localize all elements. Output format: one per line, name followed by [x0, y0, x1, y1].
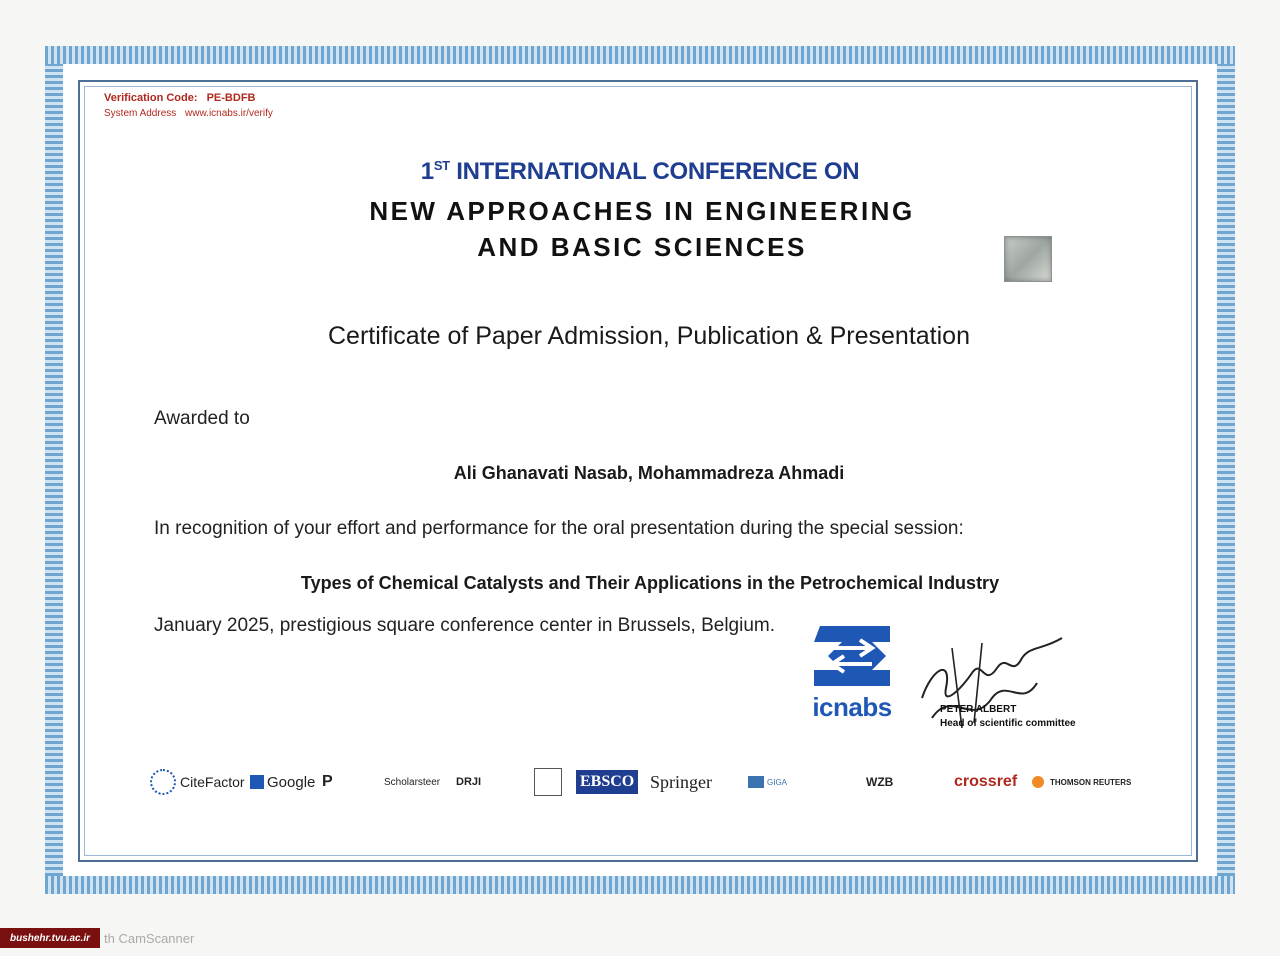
system-address-value[interactable]: www.icnabs.ir/verify — [185, 108, 273, 119]
google-logo — [250, 764, 315, 800]
indexing-logos-row — [150, 764, 1150, 800]
citefactor-text: CiteFactor — [180, 774, 245, 790]
conference-ordinal-number: 1 — [420, 158, 434, 185]
citefactor-icon — [150, 769, 176, 795]
recipient-names: Ali Ghanavati Nasab, Mohammadreza Ahmadi — [453, 463, 845, 483]
conference-title-line3: AND BASIC SCIENCES — [477, 232, 807, 262]
icnabs-logo-icon — [802, 620, 902, 692]
crossref-logo: crossref — [954, 773, 1018, 790]
awarded-label: Awarded to — [154, 408, 250, 429]
wzb-logo: WZB — [866, 775, 894, 789]
giga-icon — [748, 776, 764, 788]
citefactor-logo — [150, 764, 245, 800]
scholarsteer-logo: Scholarsteer — [384, 776, 441, 788]
elsevier-logo — [534, 764, 564, 800]
verification-block — [104, 92, 273, 119]
icnabs-logo — [802, 620, 902, 728]
verification-code-label: Verification Code: — [104, 92, 198, 104]
springer-logo: Springer — [650, 771, 712, 792]
system-address-label: System Address — [104, 108, 177, 119]
system-address-row — [104, 108, 273, 119]
verification-code-value: PE-BDFB — [206, 92, 256, 104]
thomson-reuters-logo — [1032, 764, 1131, 800]
ebsco-text: EBSCO — [576, 770, 638, 794]
verification-code-row — [104, 92, 273, 104]
drji-logo: DRJI — [456, 776, 482, 788]
scanner-watermark: th CamScanner — [104, 931, 195, 946]
certificate-title: Certificate of Paper Admission, Publication & Presentation — [327, 322, 970, 350]
giga-text: GIGA — [767, 777, 788, 787]
event-details: January 2025, prestigious square conference center in Brussels, Belgium. — [154, 615, 776, 636]
site-watermark-badge: bushehr.tvu.ac.ir — [0, 928, 100, 948]
signatory-role: Head of scientific committee — [940, 718, 1076, 729]
conference-title-line1-text: INTERNATIONAL CONFERENCE ON — [456, 158, 860, 185]
elsevier-tree-icon — [534, 768, 562, 796]
giga-logo — [748, 764, 787, 800]
p-logo: P — [322, 773, 333, 790]
recognition-text: In recognition of your effort and performance for the oral presentation during the special session: — [154, 518, 964, 539]
signatory-name: PETER ALBERT — [940, 704, 1017, 715]
conference-title-line2: NEW APPROACHES IN ENGINEERING — [369, 196, 915, 226]
ebsco-logo — [576, 764, 638, 800]
conference-title-line1 — [0, 158, 1280, 186]
google-text: Google — [267, 773, 316, 791]
thomson-reuters-icon — [1032, 776, 1044, 788]
hologram-seal — [1004, 236, 1052, 282]
thomson-reuters-text: THOMSON REUTERS — [1050, 777, 1132, 787]
conference-ordinal-suffix: ST — [433, 158, 450, 173]
paper-title: Types of Chemical Catalysts and Their Applications in the Petrochemical Industry — [300, 573, 1000, 593]
icnabs-logo-text: icnabs — [812, 692, 892, 722]
google-icon — [250, 775, 264, 789]
